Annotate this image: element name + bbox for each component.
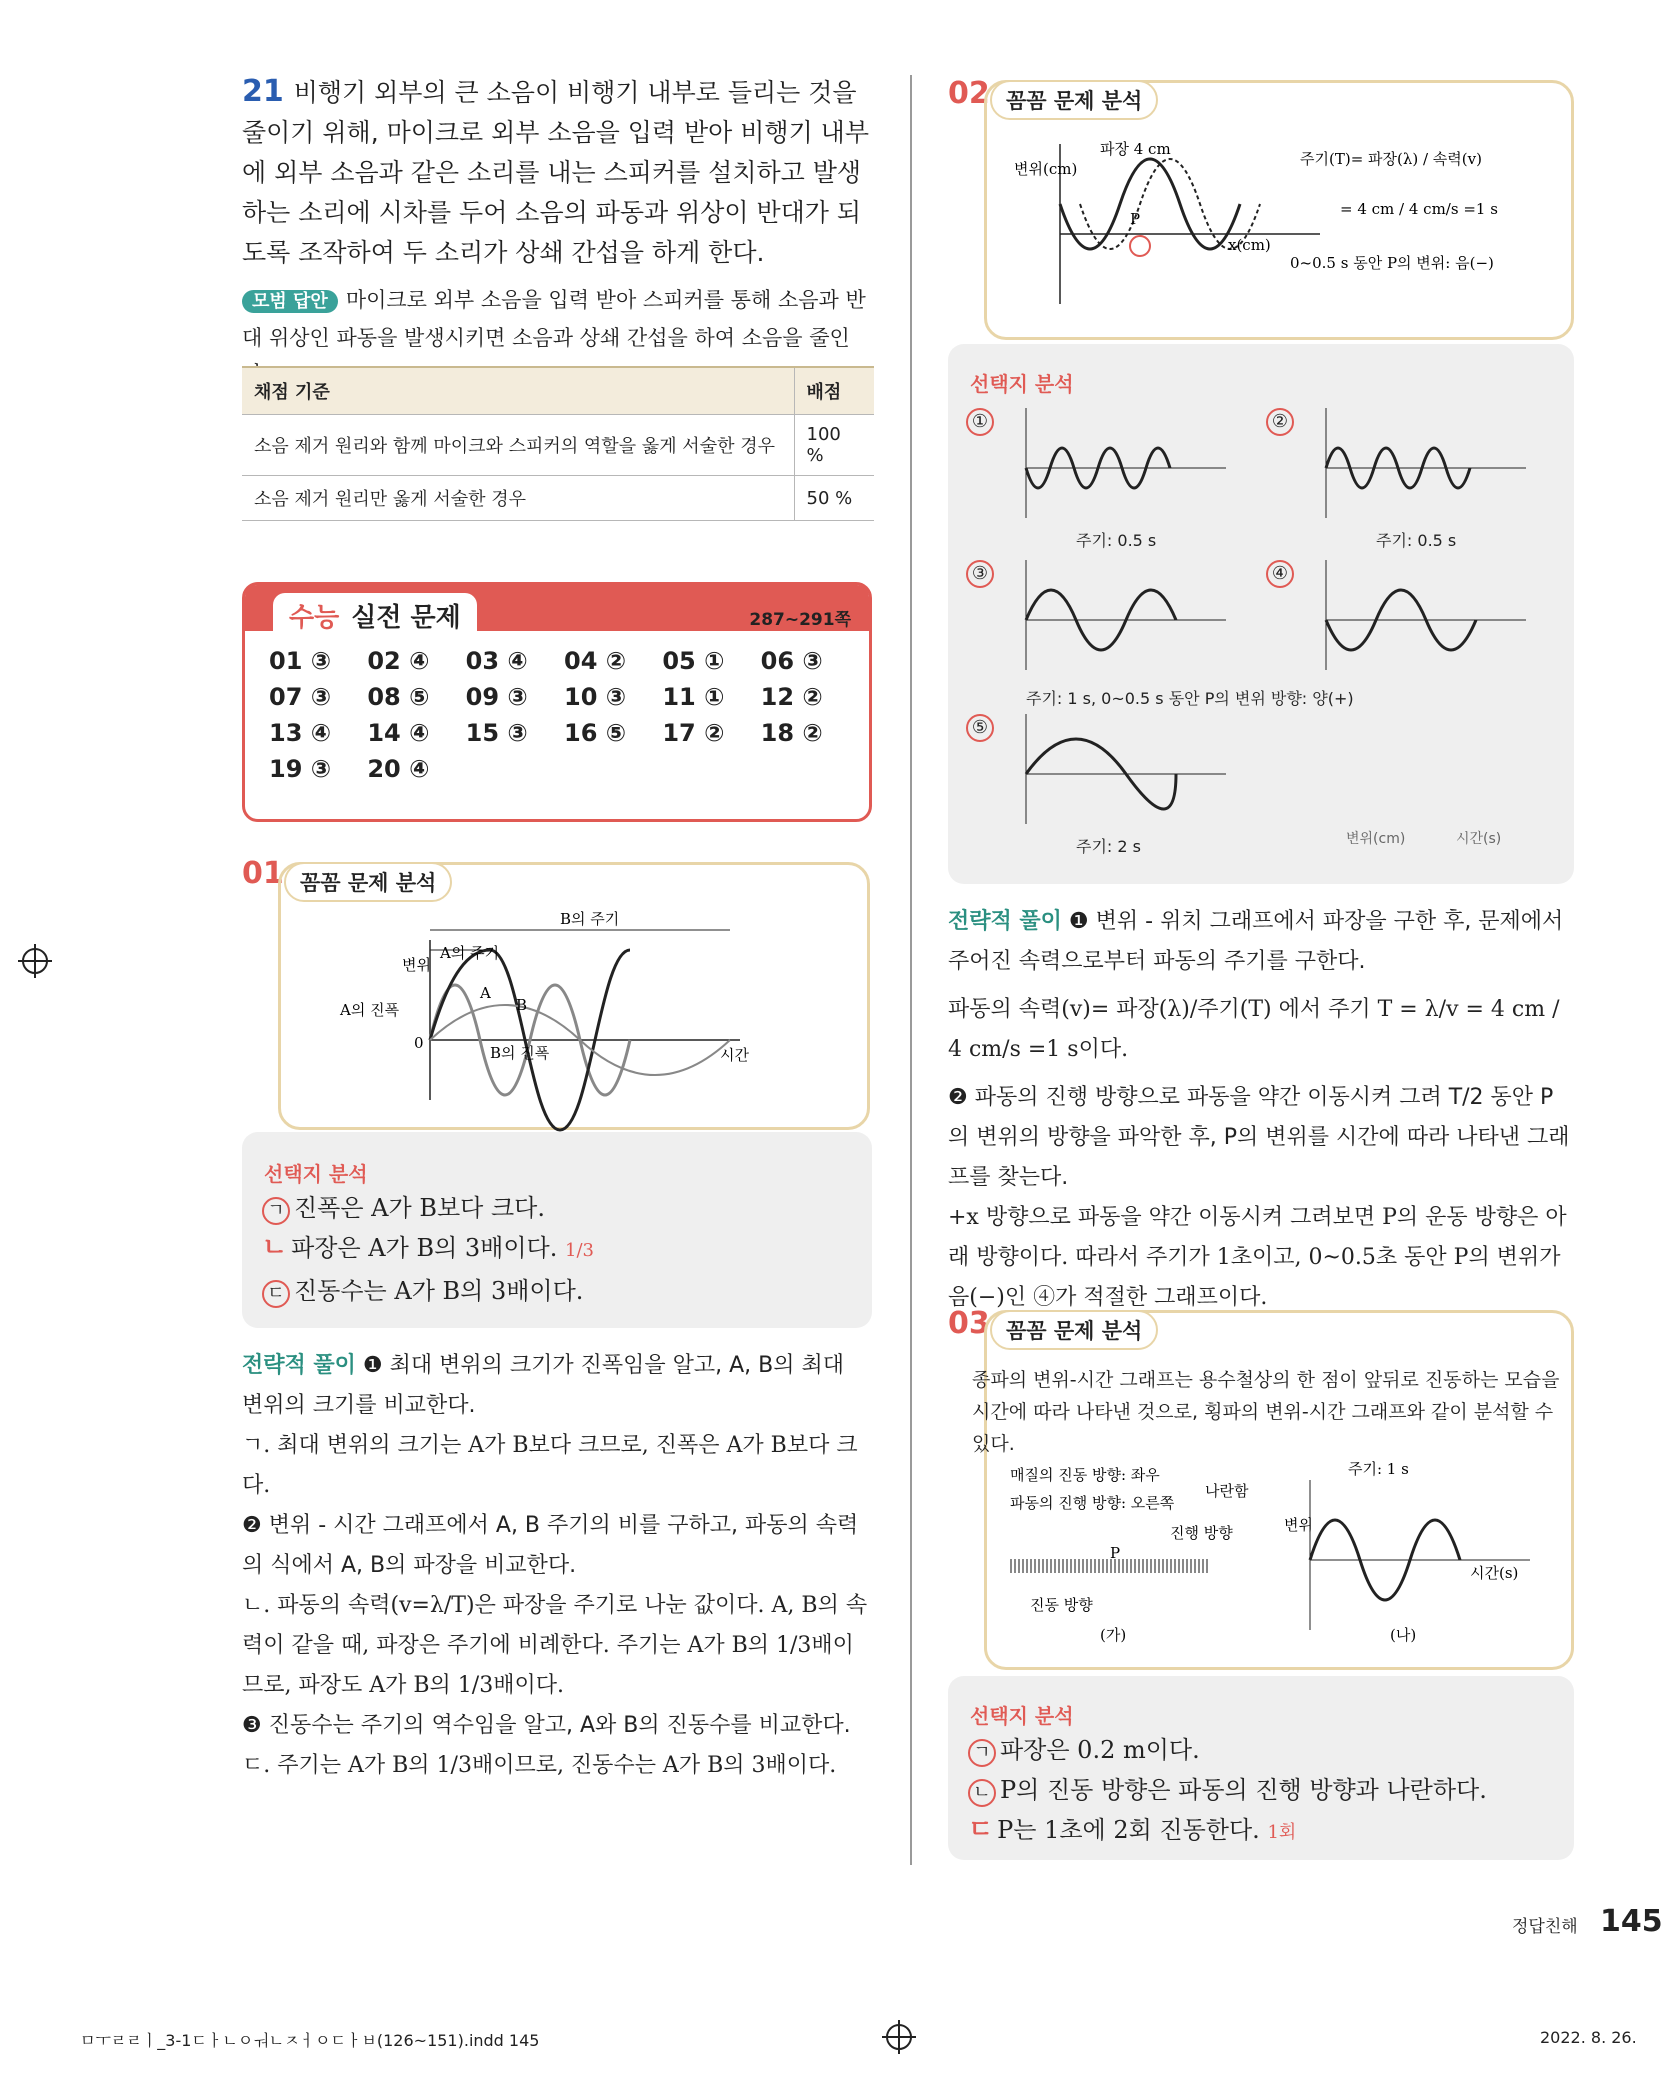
a-period-label: A의 주기	[440, 944, 500, 962]
vibration-label: 진동 방향	[1030, 1596, 1093, 1614]
answer-item: 18 ②	[760, 719, 823, 747]
answer-key-box	[242, 582, 872, 822]
answer-item: 15 ③	[465, 719, 528, 747]
q01-wave-graph	[340, 910, 760, 1110]
q01-analysis-pill: 꼼꼼 문제 분석	[284, 862, 452, 902]
answer-item: 02 ④	[367, 647, 430, 675]
question-21	[242, 72, 874, 273]
strategy-formula: (v=λ/T)	[390, 1593, 475, 1618]
answer-item: 09 ③	[465, 683, 528, 711]
q03-analysis-pill: 꼼꼼 문제 분석	[990, 1310, 1158, 1350]
x-axis-label: x(cm)	[1228, 236, 1271, 254]
strategy-text: ❷ 변위 - 시간 그래프에서 A, B 주기의 비를 구하고, 파동의 속력의 식에서 A, B의 파장을 비교한다.	[242, 1513, 859, 1578]
answer-key-range: 287~291쪽	[749, 610, 851, 630]
strategy-step	[242, 1346, 872, 1426]
strategy-text	[242, 1586, 872, 1706]
q01-choices	[262, 1188, 852, 1311]
option-wave	[1306, 408, 1546, 538]
a-amplitude-label: A의 진폭	[340, 1001, 400, 1019]
period-label: 주기: 1 s	[1348, 1460, 1409, 1478]
choice-text: P는 1초에 2회 진동한다.	[997, 1816, 1260, 1844]
strategy-text: ㄱ. 최대 변위의 크기는 A가 B보다 크므로, 진폭은 A가 B보다 크다.	[242, 1433, 858, 1498]
x-axis-label: 시간	[720, 1046, 749, 1064]
footer-label: 정답친해	[1512, 1917, 1578, 1937]
strategy-step	[948, 902, 1574, 982]
answer-item: 03 ④	[465, 647, 528, 675]
option-period: 주기: 0.5 s	[1076, 531, 1157, 550]
b-amplitude-label: B의 진폭	[490, 1044, 550, 1062]
question-text: 비행기 외부의 큰 소음이 비행기 내부로 들리는 것을 줄이기 위해, 마이크로 외부 소음을 입력 받아 비행기 내부에 외부 소음과 같은 소리를 내는 스피커를 설치하고 발생하는 소리에 시차를 두어 소음의 파동과 위상이 반대가 되도록 조작하여 두 소리가 상쇄 간섭을 하게 한다.	[242, 78, 869, 267]
table-row	[242, 415, 874, 476]
option-graph	[966, 408, 1256, 558]
choices-title: 선택지 분석	[264, 1162, 368, 1186]
table-cell: 소음 제거 원리만 옳게 서술한 경우	[242, 476, 794, 521]
model-answer-tag: 모범 답안	[242, 290, 338, 313]
option-label: ④	[1266, 560, 1294, 588]
answer-item: 19 ③	[269, 755, 332, 783]
answer-item: 06 ③	[760, 647, 823, 675]
choice-correction: 1/3	[565, 1240, 594, 1261]
strategy-text: ❶ 변위 - 위치 그래프에서 파장을 구한 후, 문제에서 주어진 속력으로부터 파동의 주기를 구한다.	[948, 909, 1564, 974]
option-note: 주기: 1 s, 0~0.5 s 동안 P의 변위 방향: 양(+)	[1026, 689, 1354, 708]
answer-item: 11 ①	[662, 683, 725, 711]
answer-item: 10 ③	[564, 683, 627, 711]
choice-item	[262, 1228, 852, 1271]
q03-choices-box	[948, 1676, 1574, 1860]
x-axis-label: 시간(s)	[1470, 1564, 1519, 1582]
option-graph	[1266, 408, 1556, 558]
q01-strategy	[242, 1346, 872, 1786]
wave-direction: 파동의 진행 방향: 오른쪽	[1010, 1494, 1175, 1512]
registration-mark-icon	[18, 944, 52, 978]
answer-item: 20 ④	[367, 755, 430, 783]
answer-key-title-red: 수능	[289, 603, 340, 633]
q03-intro: 종파의 변위-시간 그래프는 용수철상의 한 점이 앞뒤로 진동하는 모습을 시간에 따라 나타낸 것으로, 횡파의 변위-시간 그래프와 같이 분석할 수 있다.	[972, 1369, 1560, 1455]
choice-item	[968, 1730, 1558, 1770]
option-graph	[966, 714, 1256, 864]
choice-text: 진폭은 A가 B보다 크다.	[294, 1194, 545, 1222]
choice-text: 파장은 A가 B의 3배이다.	[291, 1234, 558, 1262]
strategy-head: 전략적 풀이	[242, 1353, 356, 1378]
propagation-label: 진행 방향	[1170, 1524, 1233, 1542]
choice-item	[968, 1770, 1558, 1810]
option-period: 주기: 0.5 s	[1376, 531, 1457, 550]
answer-item: 17 ②	[662, 719, 725, 747]
answer-item: 08 ⑤	[367, 683, 430, 711]
choices-title: 선택지 분석	[970, 1704, 1074, 1728]
q01-choices-box	[242, 1132, 872, 1328]
choice-mark-circle: ㄴ	[968, 1779, 996, 1807]
strategy-text: ❸ 진동수는 주기의 역수임을 알고, A와 B의 진동수를 비교한다.	[242, 1713, 851, 1738]
answer-item: 13 ④	[269, 719, 332, 747]
choice-mark-circle: ㄱ	[262, 1197, 290, 1225]
q03-choices	[968, 1730, 1558, 1853]
strategy-text: 파동의 속력(v)= 파장(λ)/주기(T) 에서 주기 T = λ/v = 4 cm / 4 cm/s =1 s이다.	[948, 997, 1560, 1062]
choice-mark-x: ㄴ	[262, 1233, 288, 1263]
y-axis-label: 변위(cm)	[1014, 160, 1078, 178]
model-answer-text: 마이크로 외부 소음을 입력 받아 스피커를 통해 소음과 반대 위상인 파동을 발생시키면 소음과 상쇄 간섭을 하여 소음을 줄인	[242, 288, 866, 350]
option-label: ③	[966, 560, 994, 588]
answer-item: 05 ①	[662, 647, 725, 675]
choices-title: 선택지 분석	[970, 372, 1074, 396]
scoring-table	[242, 366, 874, 521]
answer-key-grid	[269, 647, 859, 783]
choice-item	[262, 1188, 852, 1228]
table-cell: 100 %	[794, 415, 874, 476]
medium-direction: 매질의 진동 방향: 좌우	[1010, 1466, 1160, 1484]
figure-na: (나)	[1390, 1626, 1417, 1644]
strategy-fragment: ㄴ. 파동의 속력	[242, 1593, 391, 1618]
wave-a-label: A	[480, 984, 491, 1002]
y-axis-label: 변위	[402, 956, 431, 974]
choice-text: 파장은 0.2 m이다.	[1000, 1736, 1200, 1764]
strategy-text: ❶ 최대 변위의 크기가 진폭임을 알고, A, B의 최대 변위의 크기를 비교한다.	[242, 1353, 845, 1418]
option-wave	[1006, 714, 1246, 834]
answer-item: 12 ②	[760, 683, 823, 711]
q02-wave-graph	[1000, 134, 1560, 314]
option-wave	[1006, 560, 1246, 680]
strategy-text: ㄷ. 주기는 A가 B의 1/3배이므로, 진동수는 A가 B의 3배이다.	[242, 1753, 837, 1778]
option-graph	[966, 560, 1256, 690]
q02-choices-box	[948, 344, 1574, 884]
strategy-fragment: 은 파장을 주기로 나눈 값이다. A, B의 속력이 같을 때, 파장은 주기에 비례한다. 주기는 A가 B의 1/3배이므로, 파장도 A가 B의 1/3배이다.	[242, 1593, 868, 1698]
point-p-label: P	[1130, 210, 1141, 228]
table-header: 배점	[794, 367, 874, 415]
question-number-02: 02	[948, 76, 990, 111]
strategy-text: ❷ 파동의 진행 방향으로 파동을 약간 이동시켜 그려 T/2 동안 P의 변위의 방향을 파악한 후, P의 변위를 시간에 따라 나타낸 그래프를 찾는다.	[948, 1085, 1570, 1190]
answer-key-title	[273, 593, 477, 639]
option-period: 주기: 2 s	[1076, 837, 1141, 856]
wave-b-label: B	[516, 996, 528, 1014]
b-period-label: B의 주기	[560, 910, 620, 928]
answer-item: 07 ③	[269, 683, 332, 711]
p-displacement-note: 0~0.5 s 동안 P의 변위: 음(−)	[1290, 254, 1494, 272]
option-label: ①	[966, 408, 994, 436]
question-number-01: 01	[242, 856, 284, 891]
option-wave	[1306, 560, 1546, 680]
question-number: 21	[242, 74, 284, 109]
period-formula: 주기(T)= 파장(λ) / 속력(v)	[1300, 150, 1482, 168]
wavelength-label: 파장 4 cm	[1100, 140, 1171, 158]
choice-text: P의 진동 방향은 파동의 진행 방향과 나란하다.	[1000, 1776, 1487, 1804]
question-number-03: 03	[948, 1306, 990, 1341]
table-cell: 50 %	[794, 476, 874, 521]
option-y-axis: 변위(cm)	[1346, 831, 1406, 847]
strategy-text: +x 방향으로 파동을 약간 이동시켜 그려보면 P의 운동 방향은 아래 방향이다. 따라서 주기가 1초이고, 0~0.5초 동안 P의 변위가 음(−)인 ④가 적절한 그래프이다.	[948, 1205, 1567, 1310]
answer-item: 14 ④	[367, 719, 430, 747]
y-axis-label: 변위	[1284, 1516, 1313, 1534]
period-formula-result: = 4 cm / 4 cm/s =1 s	[1340, 200, 1498, 218]
column-divider	[910, 75, 912, 1865]
choice-text: 진동수는 A가 B의 3배이다.	[294, 1277, 584, 1305]
choice-mark-x: ㄷ	[968, 1815, 994, 1845]
answer-item: 01 ③	[269, 647, 332, 675]
parallel-label: 나란함	[1205, 1482, 1249, 1500]
page-number: 145	[1600, 1904, 1663, 1939]
table-cell: 소음 제거 원리와 함께 마이크와 스피커의 역할을 옳게 서술한 경우	[242, 415, 794, 476]
table-row	[242, 476, 874, 521]
choice-correction: 1회	[1267, 1822, 1297, 1843]
q03-figure	[990, 1460, 1560, 1650]
answer-key-title-text: 실전 문제	[351, 603, 461, 633]
choice-mark-circle: ㄷ	[262, 1280, 290, 1308]
choice-item	[262, 1271, 852, 1311]
strategy-head: 전략적 풀이	[948, 909, 1062, 934]
option-label: ⑤	[966, 714, 994, 742]
choice-item	[968, 1810, 1558, 1853]
option-graph	[1266, 560, 1556, 690]
footer-date: 2022. 8. 26.	[1540, 2028, 1637, 2047]
footer-filename: ㅁㅜㄹㄹㅣ_3-1ㄷㅏㄴㅇㅝㄴㅈㅓㅇㄷㅏㅂ(126~151).indd 145	[80, 2031, 540, 2050]
answer-item: 16 ⑤	[564, 719, 627, 747]
registration-mark-icon	[882, 2020, 916, 2054]
answer-item: 04 ②	[564, 647, 627, 675]
q02-strategy	[948, 902, 1574, 1318]
option-x-axis: 시간(s)	[1456, 831, 1502, 847]
option-wave	[1006, 408, 1246, 538]
figure-ga: (가)	[1100, 1626, 1127, 1644]
choice-mark-circle: ㄱ	[968, 1739, 996, 1767]
origin-label: 0	[414, 1034, 424, 1052]
table-header-row	[242, 367, 874, 415]
point-p: P	[1110, 1544, 1121, 1562]
table-header: 채점 기준	[242, 367, 794, 415]
option-label: ②	[1266, 408, 1294, 436]
q02-analysis-pill: 꼼꼼 문제 분석	[990, 80, 1158, 120]
